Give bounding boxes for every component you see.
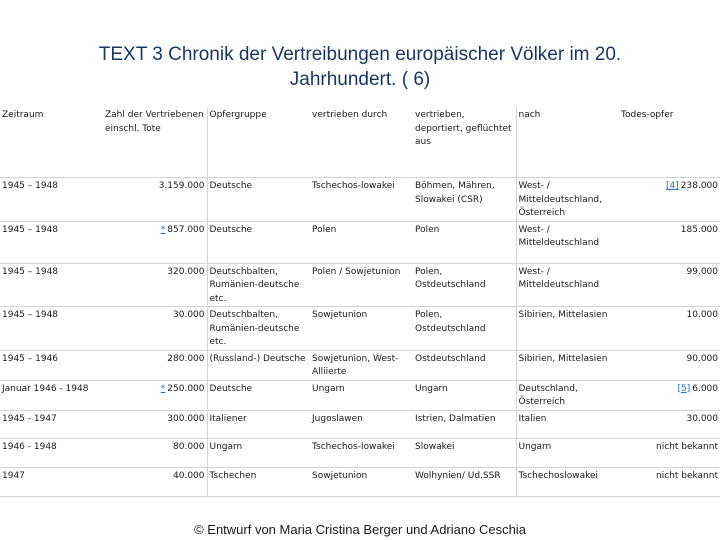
cell-by: Polen [310, 221, 413, 263]
cell-deaths [619, 263, 720, 307]
cell-victims: Tschechen [207, 467, 310, 496]
cell-count [103, 307, 207, 351]
cell-count [103, 410, 207, 438]
table-body [0, 178, 720, 497]
title-line-1: TEXT 3 Chronik der Vertreibungen europäischer Völker im 20. [98, 44, 622, 65]
cell-from: Ostdeutschland [413, 350, 516, 380]
header-from: vertrieben, deportiert, geflüchtet aus [413, 107, 516, 178]
cell-by: Tschechos-lowakei [310, 178, 413, 222]
cell-to: Deutschland, Österreich [516, 380, 619, 410]
cell-period: 1945 – 1948 [0, 221, 103, 263]
count-value: 320.000 [167, 266, 205, 277]
cell-victims: (Russland-) Deutsche [207, 350, 310, 380]
table-header-row [0, 107, 720, 178]
cell-count [103, 263, 207, 307]
cell-period: 1945 – 1946 [0, 350, 103, 380]
cell-victims: Ungarn [207, 438, 310, 467]
cell-by: Tschechos-lowakei [310, 438, 413, 467]
cell-victims: Deutsche [207, 178, 310, 222]
footer-credit: © Entwurf von Maria Cristina Berger und Adriano Ceschia [194, 522, 526, 537]
cell-from: Istrien, Dalmatien [413, 410, 516, 438]
table-row [0, 307, 720, 351]
cell-to: West- / Mitteldeutschland, Österreich [516, 178, 619, 222]
page-title [0, 42, 720, 92]
header-deaths: Todes-opfer [619, 107, 720, 178]
cell-by: Polen / Sowjetunion [310, 263, 413, 307]
count-value: 40.000 [173, 470, 205, 481]
cell-from: Polen, Ostdeutschland [413, 307, 516, 351]
header-period: Zeitraum [0, 107, 103, 178]
cell-count [103, 467, 207, 496]
cell-victims: Deutsche [207, 221, 310, 263]
cell-from: Polen, Ostdeutschland [413, 263, 516, 307]
cell-to: West- / Mitteldeutschland [516, 263, 619, 307]
deaths-value: 185.000 [680, 224, 718, 235]
table-row [0, 410, 720, 438]
cell-deaths [619, 350, 720, 380]
count-value: 3.159.000 [158, 181, 205, 191]
cell-by: Sowjetunion [310, 307, 413, 351]
chronicle-table [0, 107, 720, 497]
cell-period: 1945 – 1948 [0, 307, 103, 351]
cell-period: 1945 – 1948 [0, 178, 103, 222]
footnote-marker[interactable]: * [160, 383, 166, 394]
cell-deaths [619, 438, 720, 467]
cell-period: 1945 - 1947 [0, 410, 103, 438]
title-line-2: Jahrhundert. ( 6) [289, 69, 431, 90]
deaths-value: nicht bekannt [655, 470, 718, 481]
header-to: nach [516, 107, 619, 178]
deaths-value: nicht bekannt [655, 441, 718, 452]
cell-from: Polen [413, 221, 516, 263]
table-row [0, 438, 720, 467]
cell-from: Böhmen, Mähren, Slowakei (CSR) [413, 178, 516, 222]
cell-period: 1945 – 1948 [0, 263, 103, 307]
table-row [0, 263, 720, 307]
cell-period: 1946 - 1948 [0, 438, 103, 467]
deaths-value: 90.000 [686, 353, 718, 364]
count-value: 280.000 [167, 353, 205, 364]
count-value: 857.000 [167, 224, 205, 235]
cell-to: Italien [516, 410, 619, 438]
cell-by: Sowjetunion [310, 467, 413, 496]
footnote-link[interactable]: [4] [666, 181, 679, 191]
cell-count [103, 350, 207, 380]
table-row [0, 350, 720, 380]
cell-to: Sibirien, Mittelasien [516, 350, 619, 380]
footnote-marker[interactable]: * [160, 224, 166, 235]
header-count: Zahl der Vertriebenen einschl. Tote [103, 107, 207, 178]
cell-to: Tschechoslowakei [516, 467, 619, 496]
footnote-link[interactable]: [5] [677, 383, 691, 394]
cell-count [103, 178, 207, 222]
cell-to: West- / Mitteldeutschland [516, 221, 619, 263]
cell-count [103, 438, 207, 467]
deaths-value: 238.000 [680, 181, 718, 191]
cell-deaths [619, 178, 720, 222]
cell-by: Sowjetunion, West-Alliierte [310, 350, 413, 380]
count-value: 300.000 [167, 413, 205, 424]
cell-deaths [619, 467, 720, 496]
cell-deaths [619, 380, 720, 410]
cell-victims: Deutsche [207, 380, 310, 410]
table-row [0, 380, 720, 410]
cell-from: Wolhynien/ Ud.SSR [413, 467, 516, 496]
cell-victims: Deutschbalten, Rumänien-deutsche etc. [207, 263, 310, 307]
count-value: 250.000 [167, 383, 205, 394]
cell-deaths [619, 410, 720, 438]
cell-victims: Deutschbalten, Rumänien-deutsche etc. [207, 307, 310, 351]
count-value: 30.000 [173, 310, 205, 320]
cell-by: Jugoslawen [310, 410, 413, 438]
cell-count [103, 380, 207, 410]
cell-to: Ungarn [516, 438, 619, 467]
deaths-value: 30.000 [686, 413, 718, 424]
cell-by: Ungarn [310, 380, 413, 410]
deaths-value: 99.000 [686, 266, 718, 277]
cell-period: Januar 1946 - 1948 [0, 380, 103, 410]
cell-from: Ungarn [413, 380, 516, 410]
cell-to: Sibirien, Mittelasien [516, 307, 619, 351]
count-value: 80.000 [173, 441, 205, 452]
deaths-value: 6.000 [692, 383, 718, 394]
cell-from: Slowakei [413, 438, 516, 467]
deaths-value: 10.000 [686, 310, 718, 320]
table-row [0, 221, 720, 263]
table-row [0, 467, 720, 496]
cell-deaths [619, 307, 720, 351]
header-victims: Opfergruppe [207, 107, 310, 178]
cell-count [103, 221, 207, 263]
table-row [0, 178, 720, 222]
cell-period: 1947 [0, 467, 103, 496]
header-by: vertrieben durch [310, 107, 413, 178]
cell-deaths [619, 221, 720, 263]
cell-victims: Italiener [207, 410, 310, 438]
